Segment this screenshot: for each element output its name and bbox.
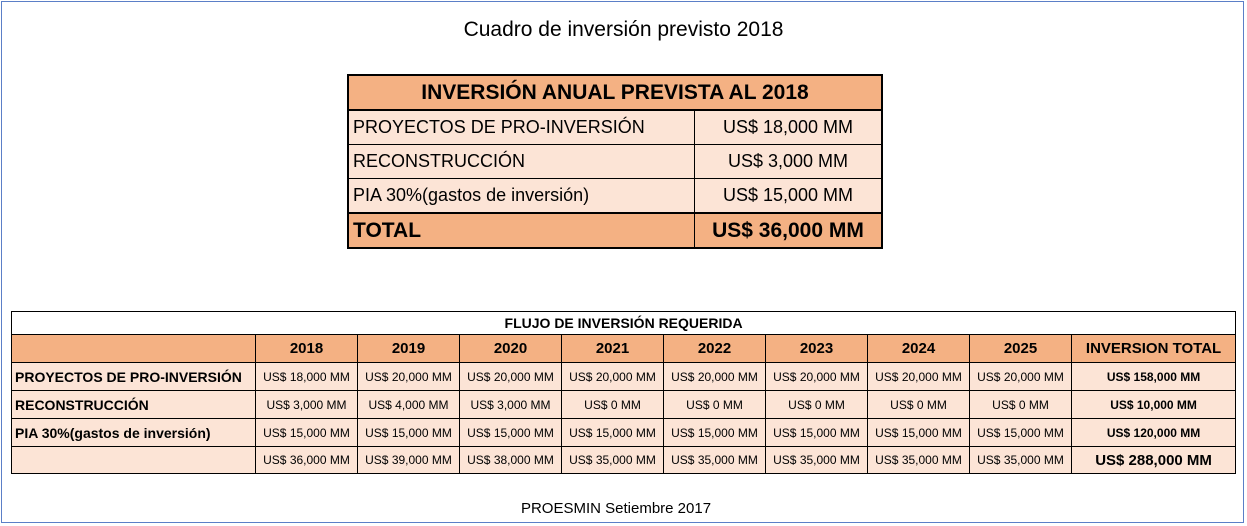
flow-sum-cell: US$ 35,000 MM xyxy=(562,447,664,474)
flow-cell: US$ 4,000 MM xyxy=(358,391,460,419)
flow-row-total: US$ 158,000 MM xyxy=(1072,363,1236,391)
flow-sum-cell: US$ 38,000 MM xyxy=(460,447,562,474)
flow-header-empty xyxy=(12,335,256,363)
flow-row xyxy=(12,419,1236,447)
flow-grand-total: US$ 288,000 MM xyxy=(1072,447,1236,474)
summary-row-label: RECONSTRUCCIÓN xyxy=(348,145,695,179)
year-header: 2023 xyxy=(766,335,868,363)
summary-row xyxy=(348,110,882,145)
summary-row-label: PROYECTOS DE PRO-INVERSIÓN xyxy=(348,110,695,145)
footer-source: PROESMIN Setiembre 2017 xyxy=(520,500,712,517)
flow-sum-cell: US$ 39,000 MM xyxy=(358,447,460,474)
year-header: 2024 xyxy=(868,335,970,363)
flow-cell: US$ 15,000 MM xyxy=(256,419,358,447)
summary-row xyxy=(348,179,882,214)
page-title: Cuadro de inversión previsto 2018 xyxy=(463,18,784,41)
summary-row-value: US$ 18,000 MM xyxy=(695,110,883,145)
year-header: 2022 xyxy=(664,335,766,363)
flow-cell: US$ 3,000 MM xyxy=(256,391,358,419)
flow-title-row xyxy=(12,312,1236,335)
summary-table xyxy=(347,74,883,249)
flow-sum-row xyxy=(12,447,1236,474)
summary-total-row xyxy=(348,213,882,248)
flow-cell: US$ 20,000 MM xyxy=(562,363,664,391)
flow-row xyxy=(12,391,1236,419)
flow-cell: US$ 15,000 MM xyxy=(358,419,460,447)
flow-cell: US$ 18,000 MM xyxy=(256,363,358,391)
flow-row-label: PROYECTOS DE PRO-INVERSIÓN xyxy=(12,363,256,391)
flow-cell: US$ 20,000 MM xyxy=(664,363,766,391)
summary-row-value: US$ 15,000 MM xyxy=(695,179,883,214)
flow-header-row xyxy=(12,335,1236,363)
year-header: 2019 xyxy=(358,335,460,363)
flow-cell: US$ 15,000 MM xyxy=(766,419,868,447)
flow-cell: US$ 20,000 MM xyxy=(460,363,562,391)
flow-row-label: PIA 30%(gastos de inversión) xyxy=(12,419,256,447)
flow-cell: US$ 15,000 MM xyxy=(868,419,970,447)
flow-cell: US$ 15,000 MM xyxy=(562,419,664,447)
summary-total-value: US$ 36,000 MM xyxy=(695,213,883,248)
flow-sum-label-empty xyxy=(12,447,256,474)
flow-cell: US$ 15,000 MM xyxy=(664,419,766,447)
flow-row-total: US$ 10,000 MM xyxy=(1072,391,1236,419)
summary-total-label: TOTAL xyxy=(348,213,695,248)
summary-row-value: US$ 3,000 MM xyxy=(695,145,883,179)
summary-row-label: PIA 30%(gastos de inversión) xyxy=(348,179,695,214)
flow-sum-cell: US$ 35,000 MM xyxy=(970,447,1072,474)
flow-sum-cell: US$ 36,000 MM xyxy=(256,447,358,474)
flow-cell: US$ 20,000 MM xyxy=(970,363,1072,391)
flow-cell: US$ 0 MM xyxy=(664,391,766,419)
year-header: 2020 xyxy=(460,335,562,363)
flow-cell: US$ 0 MM xyxy=(970,391,1072,419)
total-header: INVERSION TOTAL xyxy=(1072,335,1236,363)
flow-cell: US$ 20,000 MM xyxy=(358,363,460,391)
summary-header: INVERSIÓN ANUAL PREVISTA AL 2018 xyxy=(348,75,882,110)
investment-flow-table xyxy=(11,311,1236,474)
summary-header-row xyxy=(348,75,882,110)
flow-row xyxy=(12,363,1236,391)
flow-row-label: RECONSTRUCCIÓN xyxy=(12,391,256,419)
year-header: 2025 xyxy=(970,335,1072,363)
flow-title: FLUJO DE INVERSIÓN REQUERIDA xyxy=(12,312,1236,335)
flow-cell: US$ 15,000 MM xyxy=(460,419,562,447)
year-header: 2021 xyxy=(562,335,664,363)
summary-row xyxy=(348,145,882,179)
flow-cell: US$ 20,000 MM xyxy=(766,363,868,391)
flow-sum-cell: US$ 35,000 MM xyxy=(868,447,970,474)
flow-cell: US$ 20,000 MM xyxy=(868,363,970,391)
flow-cell: US$ 0 MM xyxy=(562,391,664,419)
flow-cell: US$ 15,000 MM xyxy=(970,419,1072,447)
flow-sum-cell: US$ 35,000 MM xyxy=(664,447,766,474)
flow-cell: US$ 0 MM xyxy=(766,391,868,419)
flow-cell: US$ 0 MM xyxy=(868,391,970,419)
flow-sum-cell: US$ 35,000 MM xyxy=(766,447,868,474)
year-header: 2018 xyxy=(256,335,358,363)
flow-row-total: US$ 120,000 MM xyxy=(1072,419,1236,447)
flow-cell: US$ 3,000 MM xyxy=(460,391,562,419)
